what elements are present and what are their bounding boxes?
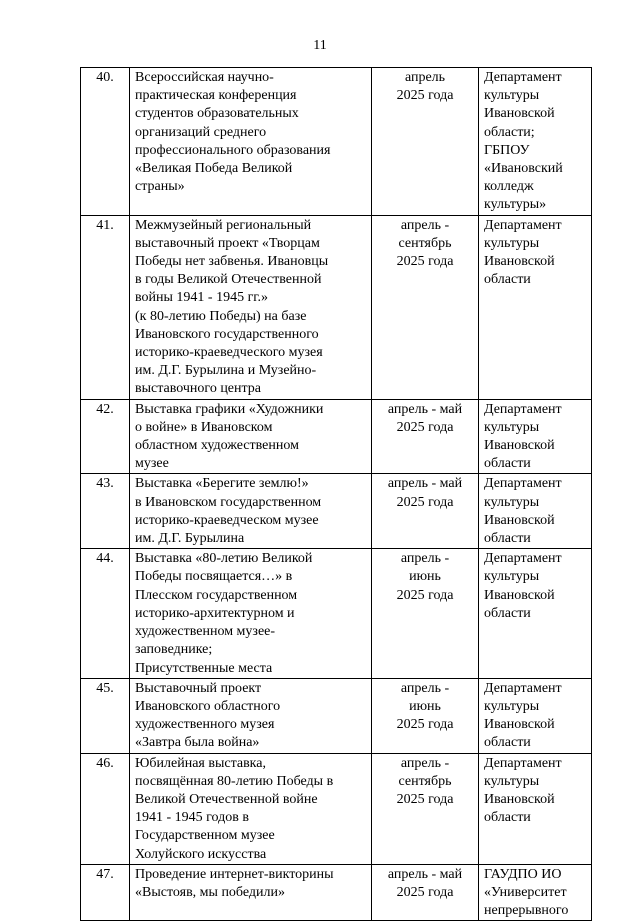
events-table-body (81, 68, 592, 921)
event-line: «Завтра была война» (135, 735, 260, 751)
event-line: выставочный проект «Творцам (135, 235, 320, 251)
responsible-line: Ивановской (484, 106, 555, 122)
event-line: студентов образовательных (135, 106, 299, 122)
date-line: 2025 года (396, 494, 454, 510)
responsible-line: области (484, 456, 531, 472)
responsible-line: культуры (484, 773, 540, 789)
table-row (81, 215, 592, 399)
event-line: им. Д.Г. Бурылина и Музейно- (135, 363, 317, 379)
responsible-line: Департамент (484, 755, 562, 771)
date-line: 2025 года (396, 717, 454, 733)
event-line: им. Д.Г. Бурылина (135, 531, 245, 547)
event-line: Победы посвящается…» в (135, 569, 293, 585)
responsible-line: культуры (484, 419, 540, 435)
responsible-line: Ивановской (484, 254, 555, 270)
date-line: июнь (409, 698, 441, 714)
event-line: Межмузейный региональный (135, 217, 312, 233)
responsible-line: области (484, 810, 531, 826)
event-line: историко-краеведческом музее (135, 512, 319, 528)
events-table (80, 67, 592, 921)
event-line: в Ивановском государственном (135, 494, 322, 510)
responsible-cell (479, 215, 592, 399)
date-line: апрель (404, 70, 446, 85)
event-line: Выставка графики «Художники (135, 401, 324, 417)
responsible-line: области (484, 735, 531, 751)
date-line: апрель - (400, 551, 450, 567)
responsible-line: колледж (484, 179, 534, 195)
responsible-cell (479, 678, 592, 753)
event-line: Победы нет забвенья. Ивановцы (135, 254, 329, 270)
table-row (81, 678, 592, 753)
event-cell (130, 68, 372, 216)
event-line: заповеднике; (135, 642, 213, 658)
responsible-cell (479, 474, 592, 549)
date-cell (372, 68, 479, 216)
responsible-line: культуры (484, 569, 540, 585)
responsible-cell (479, 399, 592, 474)
date-line: июнь (409, 569, 441, 585)
responsible-line: ГАУДПО ИО (484, 866, 562, 882)
responsible-line: Ивановской (484, 587, 555, 603)
event-line: Ивановского государственного (135, 326, 319, 342)
event-line: организаций среднего (135, 124, 267, 140)
event-line: историко-краеведческого музея (135, 345, 323, 361)
event-line: художественного музея (135, 717, 275, 733)
table-row (81, 864, 592, 921)
responsible-line: культуры (484, 88, 540, 104)
event-line: профессионального образования (135, 142, 331, 158)
event-line: (к 80-летию Победы) на базе (135, 308, 307, 324)
date-line: 2025 года (396, 254, 454, 270)
date-cell (372, 215, 479, 399)
event-line: художественном музее- (135, 624, 276, 640)
date-line: 2025 года (396, 88, 454, 104)
date-line: апрель - май (387, 401, 463, 417)
responsible-line: Департамент (484, 401, 562, 417)
date-cell (372, 678, 479, 753)
date-line: 2025 года (396, 884, 454, 900)
date-line: апрель - (400, 755, 450, 771)
event-cell (130, 474, 372, 549)
row-number-cell: 45. (81, 678, 130, 753)
event-line: историко-архитектурном и (135, 605, 295, 621)
responsible-line: Ивановской (484, 512, 555, 528)
responsible-line: области; (484, 124, 535, 140)
responsible-line: Департамент (484, 217, 562, 233)
event-line: Великой Отечественной войне (135, 791, 318, 807)
event-cell (130, 678, 372, 753)
date-line: апрель - май (387, 476, 463, 492)
date-line: апрель - (400, 217, 450, 233)
event-line: «Великая Победа Великой (135, 161, 293, 177)
event-cell (130, 864, 372, 921)
event-line: о войне» в Ивановском (135, 419, 273, 435)
date-line: 2025 года (396, 587, 454, 603)
responsible-cell (479, 549, 592, 678)
row-number-cell: 40. (81, 68, 130, 216)
date-line: сентябрь (398, 773, 452, 789)
event-line: Юбилейная выставка, (135, 755, 266, 771)
event-line: «Выстояв, мы победили» (135, 884, 285, 900)
event-line: Выставка «80-летию Великой (135, 551, 313, 567)
responsible-line: области (484, 272, 531, 288)
event-line: Всероссийская научно- (135, 70, 274, 85)
row-number-cell: 43. (81, 474, 130, 549)
page-number: 11 (313, 38, 327, 53)
date-cell (372, 399, 479, 474)
event-line: 1941 - 1945 годов в (135, 810, 249, 826)
table-row (81, 474, 592, 549)
event-line: музее (135, 456, 169, 472)
date-line: 2025 года (396, 791, 454, 807)
table-row (81, 399, 592, 474)
responsible-line: «Университет (484, 884, 567, 900)
responsible-line: непрерывного (484, 903, 569, 919)
responsible-line: области (484, 605, 531, 621)
responsible-line: Ивановской (484, 791, 555, 807)
event-line: в годы Великой Отечественной (135, 272, 322, 288)
event-line: Проведение интернет-викторины (135, 866, 334, 882)
event-line: Присутственные места (135, 660, 273, 676)
responsible-line: культуры» (484, 197, 547, 213)
event-line: посвящённая 80-летию Победы в (135, 773, 334, 789)
responsible-line: Департамент (484, 476, 562, 492)
table-row (81, 753, 592, 864)
event-line: практическая конференция (135, 88, 297, 104)
responsible-line: Ивановской (484, 717, 555, 733)
date-line: апрель - май (387, 866, 463, 882)
responsible-line: ГБПОУ (484, 142, 530, 158)
responsible-line: культуры (484, 698, 540, 714)
event-cell (130, 399, 372, 474)
event-line: Выставочный проект (135, 680, 262, 696)
row-number-cell: 41. (81, 215, 130, 399)
event-line: Ивановского областного (135, 698, 281, 714)
responsible-line: области (484, 531, 531, 547)
event-line: Холуйского искусства (135, 846, 267, 862)
event-line: выставочного центра (135, 381, 262, 397)
table-row (81, 68, 592, 216)
date-line: сентябрь (398, 235, 452, 251)
date-cell (372, 474, 479, 549)
responsible-line: «Ивановский (484, 161, 563, 177)
event-line: Плесском государственном (135, 587, 298, 603)
event-cell (130, 549, 372, 678)
row-number-cell: 42. (81, 399, 130, 474)
event-line: Государственном музее (135, 828, 275, 844)
row-number-cell: 44. (81, 549, 130, 678)
row-number-cell: 46. (81, 753, 130, 864)
event-line: войны 1941 - 1945 гг.» (135, 290, 268, 306)
responsible-cell (479, 68, 592, 216)
event-line: областном художественном (135, 438, 299, 454)
responsible-line: культуры (484, 235, 540, 251)
responsible-line: Департамент (484, 680, 562, 696)
responsible-line: Департамент (484, 551, 562, 567)
event-cell (130, 215, 372, 399)
date-cell (372, 753, 479, 864)
date-cell (372, 864, 479, 921)
table-row (81, 549, 592, 678)
row-number-cell: 47. (81, 864, 130, 921)
event-line: страны» (135, 179, 185, 195)
date-line: 2025 года (396, 419, 454, 435)
responsible-cell (479, 753, 592, 864)
responsible-line: культуры (484, 494, 540, 510)
responsible-line: Департамент (484, 70, 562, 85)
date-line: апрель - (400, 680, 450, 696)
event-cell (130, 753, 372, 864)
responsible-cell (479, 864, 592, 921)
date-cell (372, 549, 479, 678)
responsible-line: Ивановской (484, 438, 555, 454)
event-line: Выставка «Берегите землю!» (135, 476, 309, 492)
